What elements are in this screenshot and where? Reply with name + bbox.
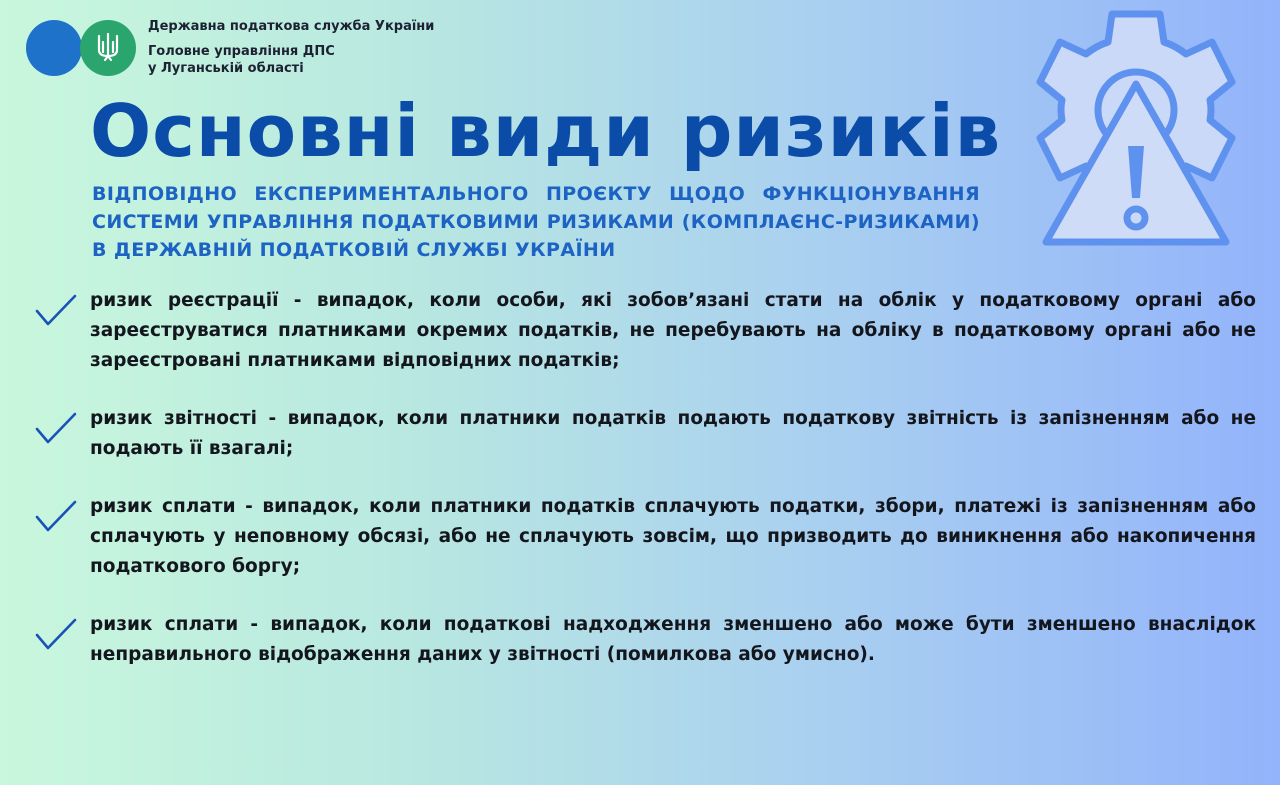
risk-list <box>30 286 1256 698</box>
page-title: Основні види ризиків <box>90 89 1002 173</box>
list-item-text: ризик сплати - випадок, коли платники податків сплачують податки, збори, платежі із запізненням або сплачують у неповному обсязі, або не сплачують зовсім, що призводить до виникнення або накопичення податкового боргу; <box>90 496 1256 577</box>
logo-blue-circle <box>26 20 82 76</box>
list-item <box>30 404 1256 464</box>
checkmark-icon <box>34 500 78 534</box>
list-item <box>30 610 1256 670</box>
gear-warning-icon <box>1036 6 1236 254</box>
list-item <box>30 286 1256 376</box>
org-line-1: Державна податкова служба України <box>148 19 435 34</box>
list-item <box>30 492 1256 582</box>
checkmark-icon <box>34 412 78 446</box>
list-item-text: ризик реєстрації - випадок, коли особи, які зобов’язані стати на облік у податковому органі або зареєструватися платниками окремих податків, не перебувають на обліку в податковому органі або не зареєстровані платниками відповідних податків; <box>90 290 1256 371</box>
checkmark-icon <box>34 294 78 328</box>
logo-green-circle <box>80 20 136 76</box>
dps-logo-icon <box>26 20 138 76</box>
org-name <box>148 18 434 77</box>
org-line-3: у Луганській області <box>148 61 304 76</box>
checkmark-icon <box>34 618 78 652</box>
org-line-2: Головне управління ДПС <box>148 44 335 59</box>
trident-icon <box>96 32 120 64</box>
list-item-text: ризик сплати - випадок, коли податкові надходження зменшено або може бути зменшено внаслідок неправильного відображення даних у звітності (помилкова або умисно). <box>90 614 1256 665</box>
list-item-text: ризик звітності - випадок, коли платники податків подають податкову звітність із запізненням або не подають її взагалі; <box>90 408 1256 459</box>
page-subtitle: ВІДПОВІДНО ЕКСПЕРИМЕНТАЛЬНОГО ПРОЄКТУ ЩОДО ФУНКЦІОНУВАННЯ СИСТЕМИ УПРАВЛІННЯ ПОДАТКОВИМИ РИЗИКАМИ (КОМПЛАЄНС-РИЗИКАМИ) В ДЕРЖАВНІЙ ПОДАТКОВІЙ СЛУЖБІ УКРАЇНИ <box>92 183 980 261</box>
